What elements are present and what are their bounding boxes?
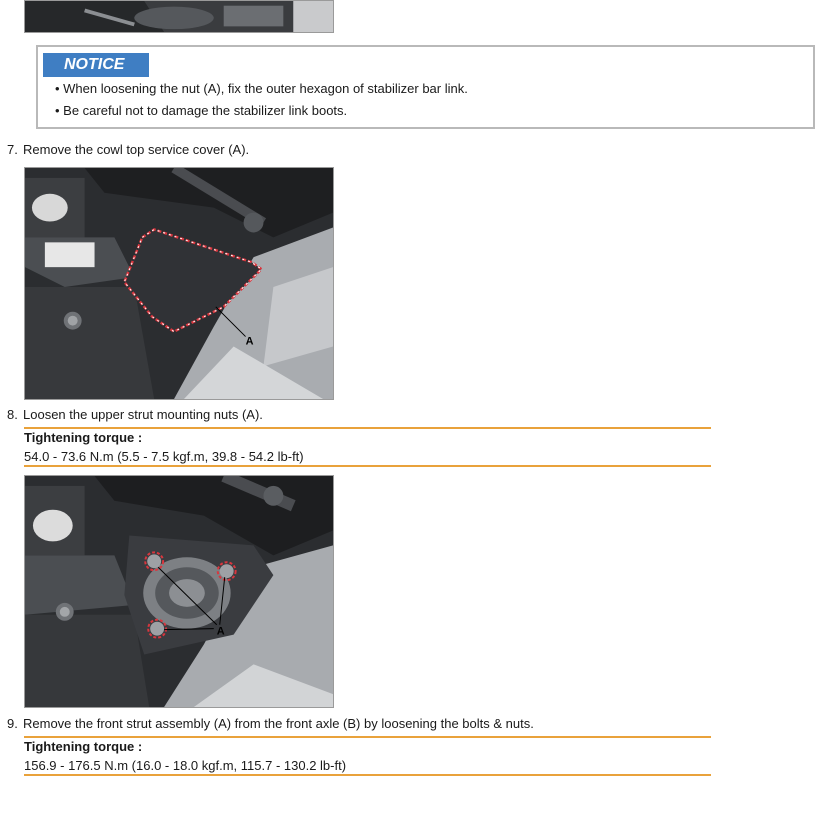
- step-text: Remove the cowl top service cover (A).: [23, 142, 250, 157]
- step-text: Loosen the upper strut mounting nuts (A).: [23, 407, 263, 422]
- torque-label: Tightening torque :: [24, 430, 143, 445]
- torque-value: 156.9 - 176.5 N.m (16.0 - 18.0 kgf.m, 115.7 - 130.2 lb-ft): [24, 758, 347, 773]
- step-number: 7.: [7, 142, 18, 157]
- notice-item: • Be careful not to damage the stabilizer link boots.: [55, 103, 348, 118]
- torque-spec-step-9: [24, 736, 711, 776]
- cowl-cover-photo: [24, 167, 334, 400]
- step-text: Remove the front strut assembly (A) from the front axle (B) by loosening the bolts & nuts.: [23, 716, 534, 731]
- notice-badge: NOTICE: [43, 53, 149, 77]
- strut-mount-photo: [24, 475, 334, 708]
- step-number: 8.: [7, 407, 18, 422]
- notice-box: [36, 45, 815, 129]
- step-9: [7, 716, 534, 731]
- torque-value: 54.0 - 73.6 N.m (5.5 - 7.5 kgf.m, 39.8 - 54.2 lb-ft): [24, 449, 304, 464]
- step-7: [7, 142, 249, 157]
- callout-a: A: [216, 625, 225, 638]
- callout-a: A: [245, 335, 254, 348]
- step-number: 9.: [7, 716, 18, 731]
- notice-item: • When loosening the nut (A), fix the outer hexagon of stabilizer bar link.: [55, 81, 468, 96]
- step-8: [7, 407, 263, 422]
- engine-bay-photo-top: [24, 0, 334, 33]
- torque-spec-step-8: [24, 427, 711, 467]
- torque-label: Tightening torque :: [24, 739, 143, 754]
